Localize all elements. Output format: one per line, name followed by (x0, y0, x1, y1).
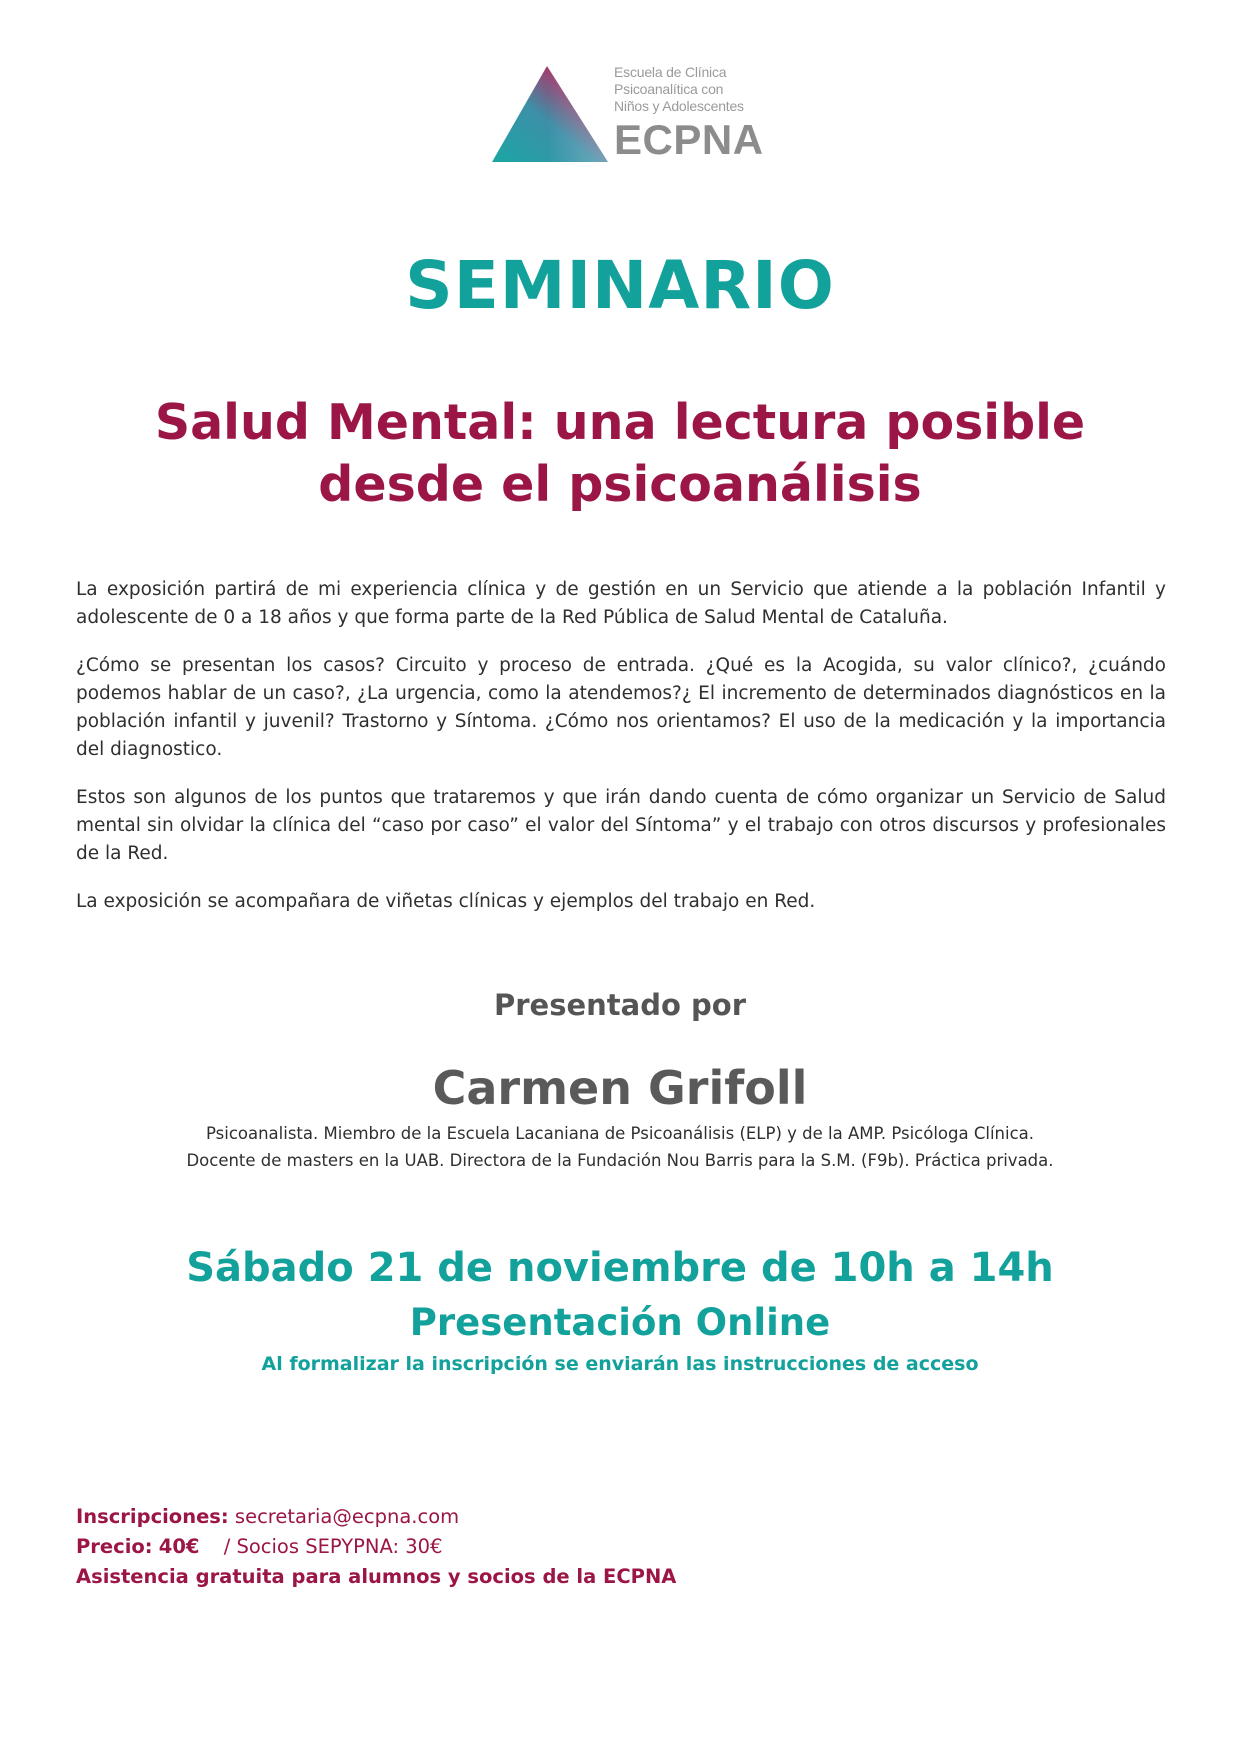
bio-line-2: Docente de masters en la UAB. Directora de la Fundación Nou Barris para la S.M. (F9b). Práctica privada. (186, 1151, 1054, 1170)
registration-label: Inscripciones: (76, 1505, 229, 1528)
logo-line-2: Psicoanalítica con (614, 81, 724, 97)
members-price: / Socios SEPYPNA: 30€ (223, 1535, 443, 1558)
event-format: Presentación Online (409, 1301, 831, 1344)
description (76, 576, 1166, 936)
logo-text (614, 64, 764, 163)
access-note: Al formalizar la inscripción se enviarán las instrucciones de acceso (261, 1353, 979, 1375)
price-value: 40€ (158, 1535, 200, 1558)
speaker-name: Carmen Grifoll (432, 1061, 808, 1115)
logo-acronym: ECPNA (614, 116, 764, 163)
registration-info (76, 1502, 976, 1592)
bio-line-1: Psicoanalista. Miembro de la Escuela Lacaniana de Psicoanálisis (ELP) y de la AMP. Psicóloga Clínica. (205, 1124, 1035, 1143)
seminar-title: Salud Mental: una lectura posible desde el psicoanálisis (154, 394, 1086, 513)
logo-line-3: Niños y Adolescentes (614, 98, 744, 114)
paragraph: Estos son algunos de los puntos que trataremos y que irán dando cuenta de cómo organizar un Servicio de Salud mental sin olvidar la clínica del “caso por caso” el valor del Síntoma” y el trabajo con otros discursos y profesionales de la Red. (76, 787, 1166, 864)
registration-email[interactable]: secretaria@ecpna.com (234, 1505, 460, 1528)
price-label: Precio: (76, 1535, 153, 1558)
paragraph: La exposición partirá de mi experiencia clínica y de gestión en un Servicio que atiende a la población Infantil y adolescente de 0 a 18 años y que forma parte de la Red Pública de Salud Mental de Cataluña. (76, 579, 1166, 628)
ecpna-logo (488, 62, 768, 172)
logo-line-1: Escuela de Clínica (614, 64, 727, 80)
speaker-bio (0, 1120, 1240, 1174)
paragraph: ¿Cómo se presentan los casos? Circuito y proceso de entrada. ¿Qué es la Acogida, su valor clínico?, ¿cuándo podemos hablar de un caso?, ¿La urgencia, como la atendemos?¿ El incremento de determinados diagnósticos en la población infantil y juvenil? Trastorno y Síntoma. ¿Cómo nos orientamos? El uso de la medicación y la importancia del diagnostico. (76, 655, 1166, 760)
triangle-logo-icon (488, 62, 612, 166)
registration-line (76, 1502, 976, 1532)
paragraph: La exposición se acompañara de viñetas clínicas y ejemplos del trabajo en Red. (76, 891, 816, 912)
presented-by-label: Presentado por (494, 988, 746, 1022)
price-line (76, 1532, 976, 1562)
free-attendance-line (76, 1562, 976, 1592)
event-date: Sábado 21 de noviembre de 10h a 14h (186, 1245, 1054, 1291)
page-heading: SEMINARIO (405, 247, 835, 324)
free-attendance-note: Asistencia gratuita para alumnos y socios de la ECPNA (76, 1565, 677, 1588)
